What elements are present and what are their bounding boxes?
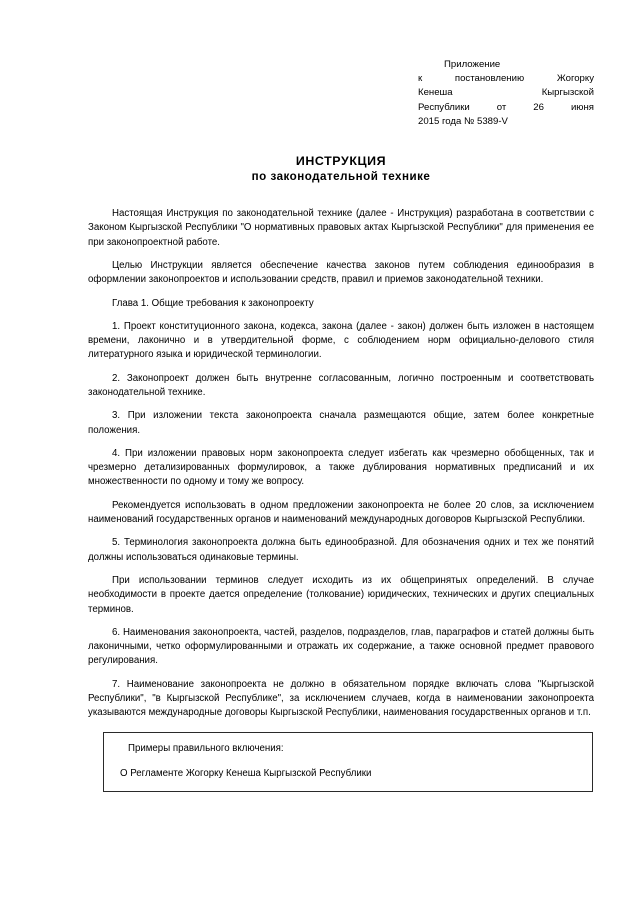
document-content xyxy=(88,0,594,792)
clause-7: 7. Наименование законопроекта не должно в обязательном порядке включать слова "Кыргызской Республики", "в Кыргызской Республике", за исключением случаев, когда в наименовании законопроекта указываются международные договоры Кыргызской Республики, наименования государственных органов и т.п. xyxy=(88,678,594,719)
paragraph-purpose: Целью Инструкции является обеспечение качества законов путем соблюдения единообразия в оформлении законопроектов и использовании средств, правил и приемов законодательной техники. xyxy=(88,259,594,286)
clause-6: 6. Наименования законопроекта, частей, разделов, подразделов, глав, параграфов и статей должны быть лаконичными, четко оформулированными и отражать их содержание, а также основной предмет правового регулирования. xyxy=(88,626,594,667)
header-line-4: Республики от 26 июня xyxy=(418,101,594,113)
header-line-5: 2015 года № 5389-V xyxy=(418,115,508,127)
paragraph-terms-usage: При использовании терминов следует исходить из их общепринятых определений. В случае необходимости в проекте дается определение (толкование) юридических, технических и других специальных терминов. xyxy=(88,574,594,615)
clause-5: 5. Терминология законопроекта должна быть единообразной. Для обозначения одних и тех же понятий должны использоваться одинаковые термины. xyxy=(88,537,594,563)
paragraph-recommendation: Рекомендуется использовать в одном предложении законопроекта не более 20 слов, за исключением наименований государственных органов и наименований международных договоров Кыргызской Республики. xyxy=(88,499,594,526)
clause-3: 3. При изложении текста законопроекта сначала размещаются общие, затем более конкретные положения. xyxy=(88,410,594,436)
example-box-caption: Примеры правильного включения: xyxy=(128,742,284,754)
clause-2: 2. Законопроект должен быть внутренне согласованным, логично построенным и соответствовать законодательной технике. xyxy=(88,372,594,398)
header-line-2: к постановлению Жогорку xyxy=(418,73,594,85)
example-box xyxy=(103,732,593,793)
page-subtitle: по законодательной технике xyxy=(251,170,431,184)
chapter-heading-1: Глава 1. Общие требования к законопроекту xyxy=(112,297,314,309)
document-title-block xyxy=(88,153,594,185)
paragraph-intro: Настоящая Инструкция по законодательной технике (далее - Инструкция) разработана в соответствии с Законом Кыргызской Республики "О нормативных правовых актах Кыргызской Республики" для применения ее при законопроектной работе. xyxy=(88,208,594,248)
clause-4: 4. При изложении правовых норм законопроекта следует избегать как чрезмерно обобщенных, так и чрезмерно детализированных формулировок, а также дублирования нормативных предписаний и их множественности по одному и тому же вопросу. xyxy=(88,447,594,488)
header-line-1: Приложение xyxy=(444,59,501,70)
clause-1: 1. Проект конституционного закона, кодекса, закона (далее - закон) должен быть изложен в настоящем времени, лаконично и в утвердительной форме, с соблюдением норм официально-делового стиля литературного языка и юридической терминологии. xyxy=(88,320,594,361)
header-line-3: Кенеша Кыргызской xyxy=(418,87,594,99)
document-body xyxy=(88,207,594,721)
appendix-reference-header xyxy=(418,0,594,129)
example-box-item-1: О Регламенте Жогорку Кенеша Кыргызской Республики xyxy=(120,767,372,779)
page-title: ИНСТРУКЦИЯ xyxy=(295,154,387,169)
